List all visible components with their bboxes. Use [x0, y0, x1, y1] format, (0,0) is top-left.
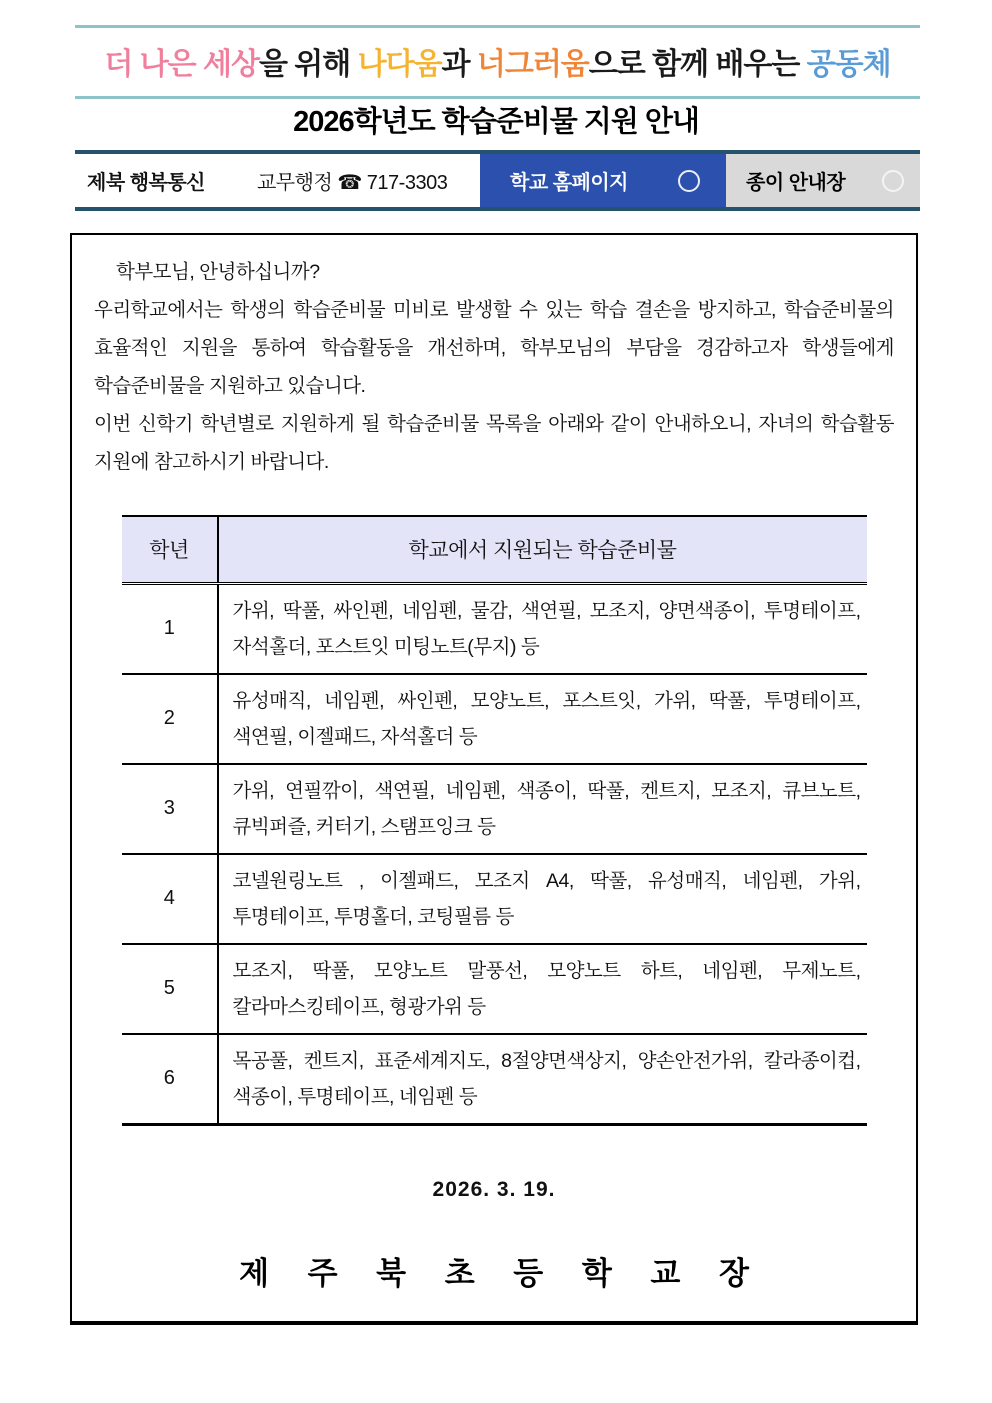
table-row [122, 764, 867, 854]
slogan-segment: 너그러움 [476, 48, 589, 81]
slogan-segment: 을 위해 [258, 48, 358, 81]
table-row [122, 1034, 867, 1125]
option-label: 종이 안내장 [746, 172, 846, 194]
option-label: 학교 홈페이지 [510, 172, 628, 194]
radio-circle-icon[interactable] [882, 170, 904, 192]
table-row [122, 854, 867, 944]
items-cell: 모조지, 딱풀, 모양노트 말풍선, 모양노트 하트, 네임펜, 무제노트, 칼라마스킹테이프, 형광가위 등 [218, 944, 867, 1034]
distribution-options [480, 154, 920, 207]
grade-cell: 1 [122, 583, 218, 674]
column-header-supplies: 학교에서 지원되는 학습준비물 [218, 516, 867, 583]
table-row [122, 674, 867, 764]
items-cell: 가위, 연필깎이, 색연필, 네임펜, 색종이, 딱풀, 켄트지, 모조지, 큐브노트, 큐빅퍼즐, 커터기, 스탬프잉크 등 [218, 764, 867, 854]
items-cell: 유성매직, 네임펜, 싸인펜, 모양노트, 포스트잇, 가위, 딱풀, 투명테이프, 색연필, 이젤패드, 자석홀더 등 [218, 674, 867, 764]
issue-date: 2026. 3. 19. [432, 1177, 556, 1201]
supplies-table [122, 515, 867, 1126]
paragraph-1: 우리학교에서는 학생의 학습준비물 미비로 발생할 수 있는 학습 결손을 방지하고, 학습준비물의 효율적인 지원을 통하여 학습활동을 개선하며, 학부모님의 부담을 경감하고자 학생들에게 학습준비물을 지원하고 있습니다. [94, 299, 894, 397]
grade-cell: 4 [122, 854, 218, 944]
slogan-segment: 으로 함께 배우는 [588, 48, 807, 81]
table-row [122, 583, 867, 674]
grade-cell: 6 [122, 1034, 218, 1125]
slogan-segment: 나다움 [357, 48, 442, 81]
column-header-grade: 학년 [122, 516, 218, 583]
principal-signature: 제 주 북 초 등 학 교 장 [239, 1255, 764, 1291]
page-title: 2026학년도 학습준비물 지원 안내 [293, 106, 699, 138]
contact-phone: 교무행정 ☎ 717-3303 [256, 172, 448, 194]
masthead-left [75, 154, 480, 207]
paragraph-2: 이번 신학기 학년별로 지원하게 될 학습준비물 목록을 아래와 같이 안내하오니, 자녀의 학습활동 지원에 참고하시기 바랍니다. [94, 413, 894, 473]
content-box [70, 233, 918, 1325]
masthead [75, 150, 920, 211]
slogan-segment: 더 나은 세상 [104, 48, 259, 81]
table-header-row [122, 516, 867, 583]
newsletter-name: 제북 행복통신 [87, 172, 205, 194]
grade-cell: 3 [122, 764, 218, 854]
grade-cell: 2 [122, 674, 218, 764]
option-school-homepage[interactable] [480, 154, 726, 207]
items-cell: 코넬원링노트 , 이젤패드, 모조지 A4, 딱풀, 유성매직, 네임펜, 가위, 투명테이프, 투명홀더, 코팅필름 등 [218, 854, 867, 944]
radio-circle-icon[interactable] [678, 170, 700, 192]
table-row [122, 944, 867, 1034]
slogan-segment: 과 [441, 48, 477, 81]
items-cell: 가위, 딱풀, 싸인펜, 네임펜, 물감, 색연필, 모조지, 양면색종이, 투명테이프, 자석홀더, 포스트잇 미팅노트(무지) 등 [218, 583, 867, 674]
option-paper-notice[interactable] [726, 154, 920, 207]
items-cell: 목공풀, 켄트지, 표준세계지도, 8절양면색상지, 양손안전가위, 칼라종이컵, 색종이, 투명테이프, 네임펜 등 [218, 1034, 867, 1125]
slogan-banner [75, 25, 920, 99]
grade-cell: 5 [122, 944, 218, 1034]
greeting-text: 학부모님, 안녕하십니까? [116, 261, 320, 283]
slogan-segment: 공동체 [806, 48, 891, 81]
